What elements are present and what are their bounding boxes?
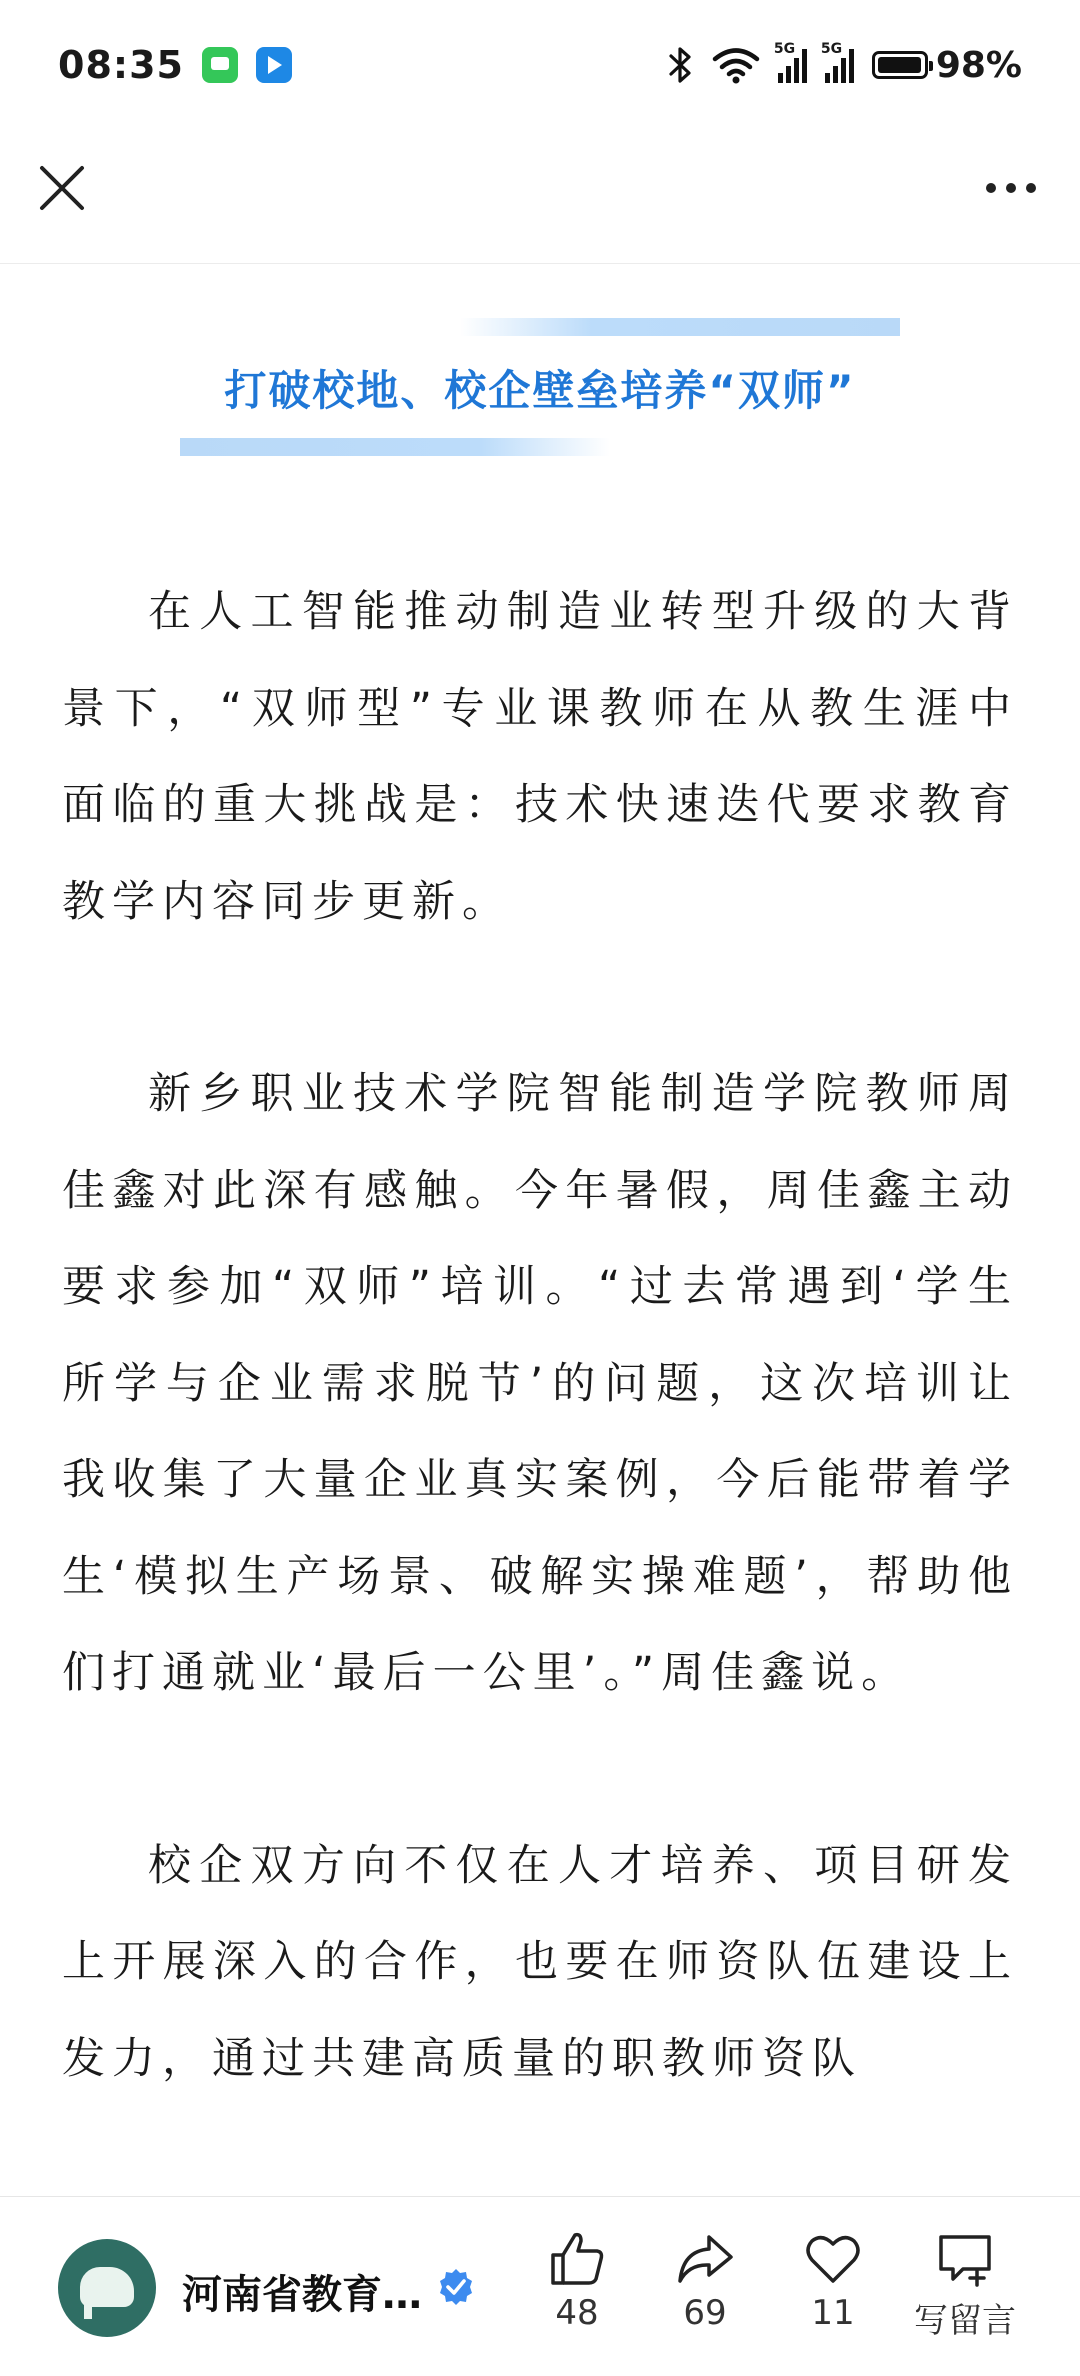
signal-icon [773,41,807,83]
close-button[interactable] [34,160,90,216]
close-icon [34,160,90,216]
heading-decoration-top [460,318,900,336]
more-button[interactable] [976,160,1046,216]
favorite-button[interactable] [778,2229,888,2333]
favorite-count: 11 [811,2293,855,2333]
paragraph: 校企双方向不仅在人才培养、项目研发上开展深入的合作，也要在师资队伍建设上发力，通过共建高质量的职教师资队 [62,1840,1018,2084]
more-icon [986,183,996,193]
status-time: 08:35 [58,43,184,87]
status-bar [0,0,1080,130]
paragraph: 新乡职业技术学院智能制造学院教师周佳鑫对此深有感触。今年暑假，周佳鑫主动要求参加“双师”培训。“过去常遇到‘学生所学与企业需求脱节’的问题，这次培训让我收集了大量企业真实案例，今后能带着学生‘模拟生产场景、破解实操难题’，帮助他们打通就业‘最后一公里’。”周佳鑫说。 [62,1069,1018,1698]
network-type-2: 5G [820,41,843,57]
like-button[interactable] [522,2229,632,2333]
status-left [58,43,292,87]
status-right [668,41,1022,86]
comment-button[interactable] [900,2229,1030,2342]
comment-label: 写留言 [914,2301,1016,2341]
thumbs-up-icon [547,2229,607,2289]
elephant-logo-icon [80,2267,134,2307]
battery-level [878,57,921,73]
share-icon [675,2229,735,2289]
paragraph: 在人工智能推动制造业转型升级的大背景下，“双师型”专业课教师在从教生涯中面临的重大挑战是：技术快速迭代要求教育教学内容同步更新。 [62,587,1018,927]
section-heading [180,318,900,458]
battery-percent: 98% [935,44,1022,86]
bluetooth-icon [668,46,694,84]
signal-icon-2 [820,41,854,83]
comment-icon [933,2229,997,2289]
wifi-icon [712,46,760,84]
battery-icon [872,45,1022,86]
network-type-1: 5G [773,41,796,57]
bottom-action-bar [0,2196,1080,2376]
heart-icon [803,2229,863,2289]
account-name[interactable]: 河南省教育… [182,2272,422,2318]
section-heading-text: 打破校地、校企壁垒培养“双师” [224,366,856,415]
verified-icon [436,2267,476,2307]
like-count: 48 [555,2293,599,2333]
account-avatar[interactable] [58,2239,156,2337]
navigation-icon [256,47,292,83]
article-body [62,564,1018,2196]
share-count: 69 [683,2293,727,2333]
messages-icon [202,47,238,83]
share-button[interactable] [650,2229,760,2333]
heading-decoration-bottom [180,438,610,456]
article[interactable] [0,264,1080,2196]
top-nav [0,130,1080,264]
